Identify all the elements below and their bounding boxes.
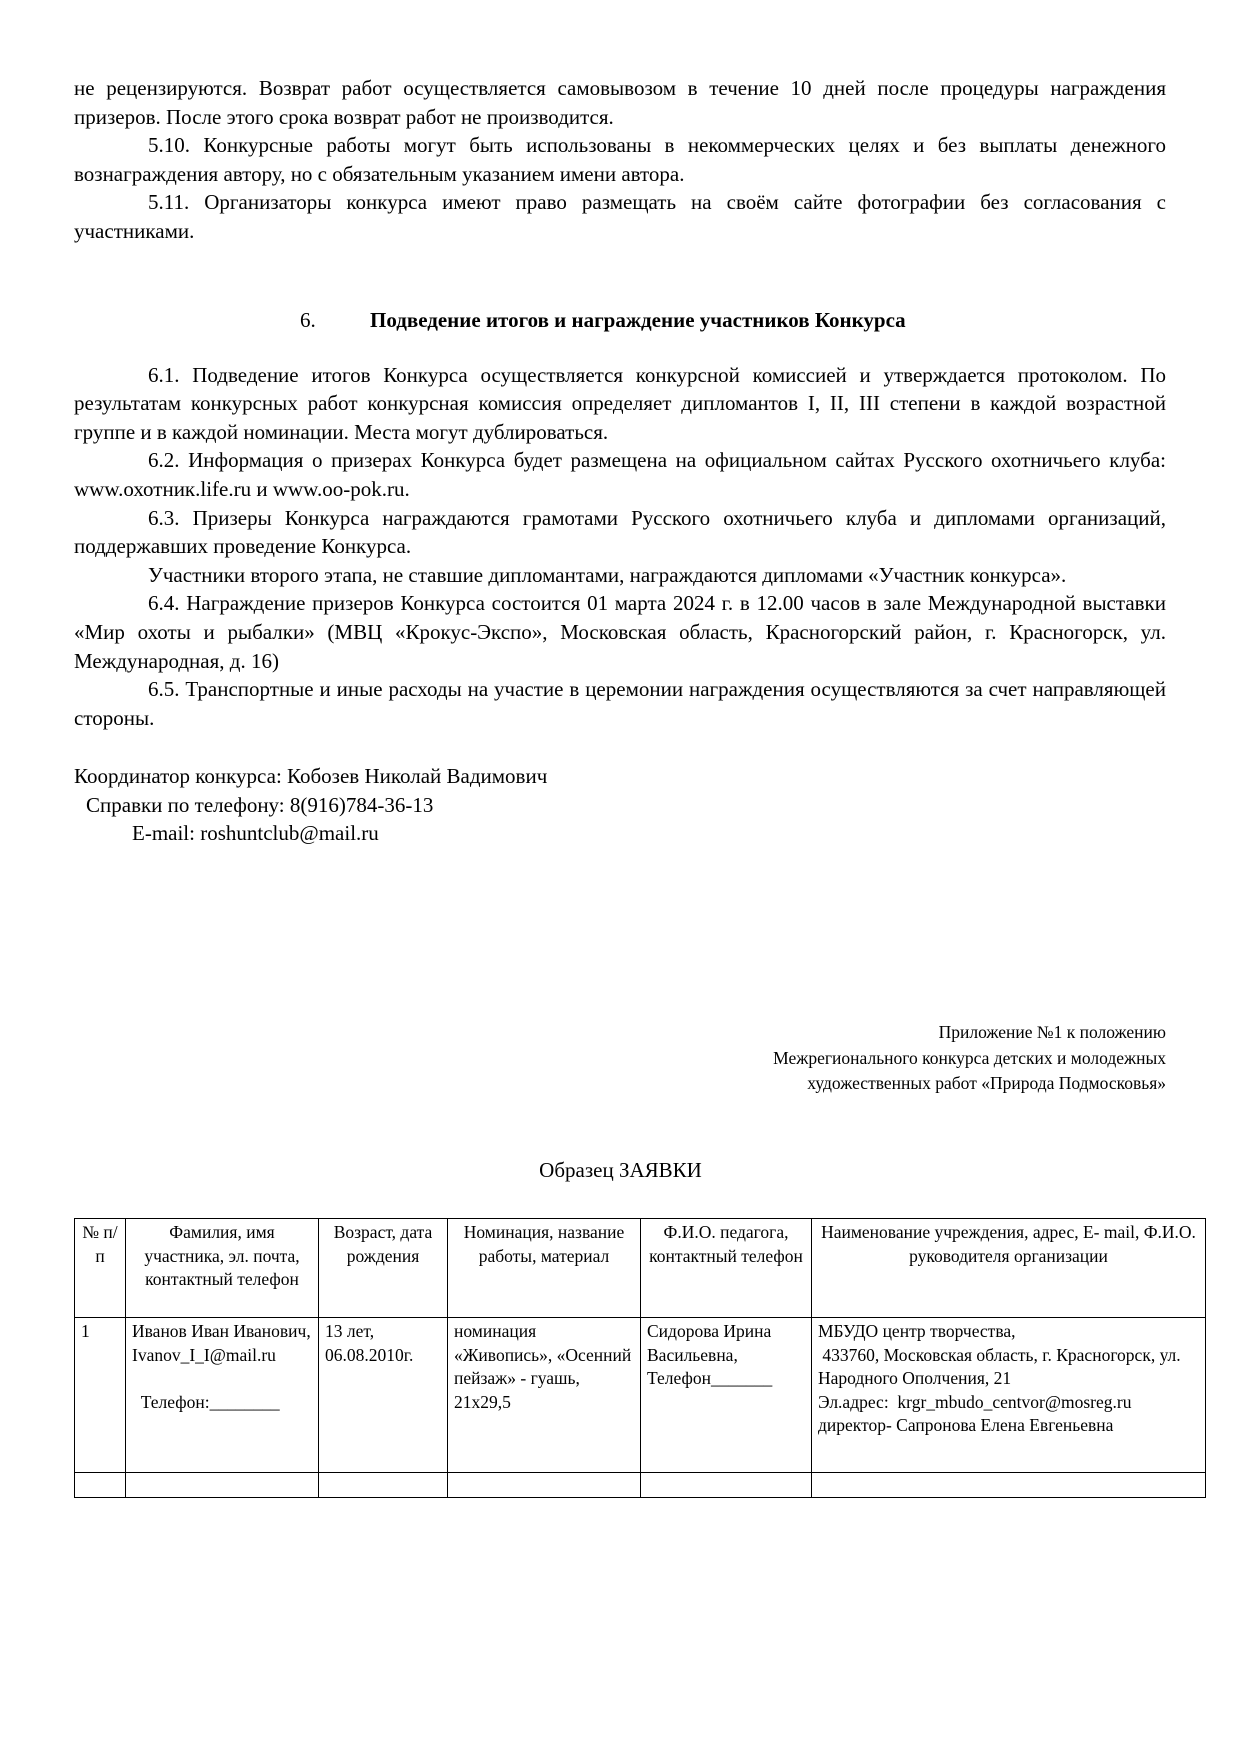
header-participant: Фамилия, имя участника, эл. почта, контактный телефон — [126, 1219, 319, 1318]
empty-cell — [448, 1473, 641, 1498]
empty-cell — [75, 1473, 126, 1498]
appendix-line-1: Приложение №1 к положению — [938, 1022, 1166, 1042]
header-institution: Наименование учреждения, адрес, E- mail, Ф.И.О. руководителя организации — [812, 1219, 1206, 1318]
form-title: Образец ЗАЯВКИ — [539, 1158, 702, 1182]
coordinator-line: Координатор конкурса: Кобозев Николай Вадимович — [74, 764, 548, 789]
phone-line: Справки по телефону: 8(916)784-36-13 — [86, 792, 434, 817]
cell-nomination: номинация «Живопись», «Осенний пейзаж» - гуашь, 21х29,5 — [448, 1318, 641, 1473]
empty-cell — [812, 1473, 1206, 1498]
section-number: 6. — [300, 307, 316, 332]
paragraph-5-11: 5.11. Организаторы конкурса имеют право размещать на своём сайте фотографии без согласования с участниками. — [74, 190, 1166, 243]
cell-institution: МБУДО центр творчества, 433760, Московская область, г. Красногорск, ул. Народного Ополчения, 21 Эл.адрес: krgr_mbudo_centvor@mosreg.ru директор- Сапронова Елена Евгеньевна — [812, 1318, 1206, 1473]
appendix-line-3: художественных работ «Природа Подмосковья» — [807, 1073, 1166, 1093]
paragraph-6-1: 6.1. Подведение итогов Конкурса осуществляется конкурсной комиссией и утверждается протоколом. По результатам конкурсных работ конкурсная комиссия определяет дипломантов I, II, III степени в каждой возрастной группе и в каждой номинации. Места могут дублироваться. — [74, 362, 1166, 444]
section-title: Подведение итогов и награждение участников Конкурса — [370, 307, 906, 332]
cell-number: 1 — [75, 1318, 126, 1473]
table-header-row — [75, 1219, 1206, 1318]
body-text — [74, 74, 1166, 848]
application-form-table — [74, 1218, 1206, 1498]
cell-participant: Иванов Иван Иванович, Ivanov_I_I@mail.ru Телефон:________ — [126, 1318, 319, 1473]
email-line: E-mail: roshuntclub@mail.ru — [132, 821, 379, 846]
paragraph-6-5: 6.5. Транспортные и иные расходы на участие в церемонии награждения осуществляются за счет направляющей стороны. — [74, 677, 1166, 730]
header-number: № п/п — [75, 1219, 126, 1318]
paragraph-6-3: 6.3. Призеры Конкурса награждаются грамотами Русского охотничьего клуба и дипломами организаций, поддержавших проведение Конкурса. — [74, 505, 1166, 559]
empty-cell — [319, 1473, 448, 1498]
cell-teacher: Сидорова Ирина Васильевна, Телефон_______ — [641, 1318, 812, 1473]
cell-age: 13 лет, 06.08.2010г. — [319, 1318, 448, 1473]
header-age: Возраст, дата рождения — [319, 1219, 448, 1318]
contacts-block — [74, 762, 1166, 848]
paragraph-return-works: не рецензируются. Возврат работ осуществляется самовывозом в течение 10 дней после процедуры награждения призеров. После этого срока возврат работ не производится. — [74, 76, 1166, 129]
appendix-line-2: Межрегионального конкурса детских и молодежных — [773, 1047, 1166, 1068]
table-row — [75, 1318, 1206, 1473]
section-6-heading — [74, 306, 1166, 334]
paragraph-6-4: 6.4. Награждение призеров Конкурса состоится 01 марта 2024 г. в 12.00 часов в зале Международной выставки «Мир охоты и рыбалки» (МВЦ «Крокус-Экспо», Московская область, Красногорский район, г. Красногорск, ул. Международная, д. 16) — [74, 591, 1166, 673]
header-nomination: Номинация, название работы, материал — [448, 1219, 641, 1318]
header-teacher: Ф.И.О. педагога, контактный телефон — [641, 1219, 812, 1318]
table-row-empty — [75, 1473, 1206, 1498]
paragraph-6-2: 6.2. Информация о призерах Конкурса будет размещена на официальном сайтах Русского охотничьего клуба: www.охотник.life.ru и www.oo-pok.ru. — [74, 448, 1166, 501]
appendix-note — [466, 1020, 1166, 1097]
paragraph-participants: Участники второго этапа, не ставшие дипломантами, награждаются дипломами «Участник конкурса». — [148, 562, 1067, 587]
empty-cell — [126, 1473, 319, 1498]
empty-cell — [641, 1473, 812, 1498]
paragraph-5-10: 5.10. Конкурсные работы могут быть использованы в некоммерческих целях и без выплаты денежного вознаграждения автору, но с обязательным указанием имени автора. — [74, 133, 1166, 186]
